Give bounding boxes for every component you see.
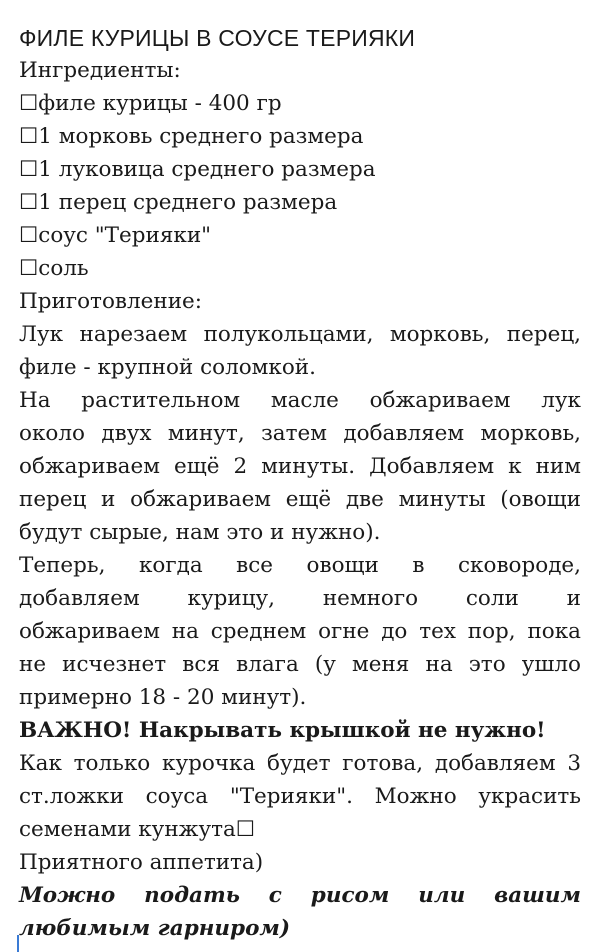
method-line: филе - крупной соломкой. bbox=[19, 355, 316, 380]
important-note: ВАЖНО! Накрывать крышкой не нужно! bbox=[19, 718, 546, 743]
finish-line: семенами кунжута☐ bbox=[19, 817, 256, 842]
method-line: обжариваем на среднем огне до тех пор, пока bbox=[19, 619, 581, 644]
ingredient-item: ☐1 перец среднего размера bbox=[19, 190, 338, 215]
serving-line: любимым гарниром) bbox=[19, 916, 291, 941]
ingredient-item: ☐филе курицы - 400 гр bbox=[19, 91, 282, 116]
finish-line: ст.ложки соуса "Терияки". Можно украсить bbox=[19, 784, 581, 809]
recipe-title: ФИЛЕ КУРИЦЫ В СОУСЕ ТЕРИЯКИ bbox=[19, 25, 416, 51]
ingredient-item: ☐соль bbox=[19, 256, 89, 281]
method-line: обжариваем ещё 2 минуты. Добавляем к ним bbox=[19, 454, 581, 479]
ingredient-item: ☐1 луковица среднего размера bbox=[19, 157, 376, 182]
recipe-document bbox=[19, 22, 581, 945]
method-line: около двух минут, затем добавляем морковь, bbox=[19, 421, 581, 446]
method-line: Теперь, когда все овощи в сковороде, bbox=[19, 553, 581, 578]
method-line: примерно 18 - 20 минут). bbox=[19, 685, 307, 710]
method-heading: Приготовление: bbox=[19, 289, 203, 314]
finish-line: Как только курочка будет готова, добавляем 3 bbox=[19, 751, 581, 776]
method-line: перец и обжариваем ещё две минуты (овощи bbox=[19, 487, 581, 512]
ingredient-item: ☐соус "Терияки" bbox=[19, 223, 212, 248]
method-line: не исчезнет вся влага (у меня на это ушло bbox=[19, 652, 581, 677]
method-line: Лук нарезаем полукольцами, морковь, перец, bbox=[19, 322, 581, 347]
method-line: На растительном масле обжариваем лук bbox=[19, 388, 581, 413]
method-line: добавляем курицу, немного соли и bbox=[19, 586, 581, 611]
serving-line: Можно подать с рисом или вашим bbox=[19, 883, 581, 908]
text-cursor bbox=[17, 935, 19, 952]
ingredients-heading: Ингредиенты: bbox=[19, 58, 181, 83]
method-line: будут сырые, нам это и нужно). bbox=[19, 520, 381, 545]
ingredient-item: ☐1 морковь среднего размера bbox=[19, 124, 364, 149]
finish-line: Приятного аппетита) bbox=[19, 850, 264, 875]
